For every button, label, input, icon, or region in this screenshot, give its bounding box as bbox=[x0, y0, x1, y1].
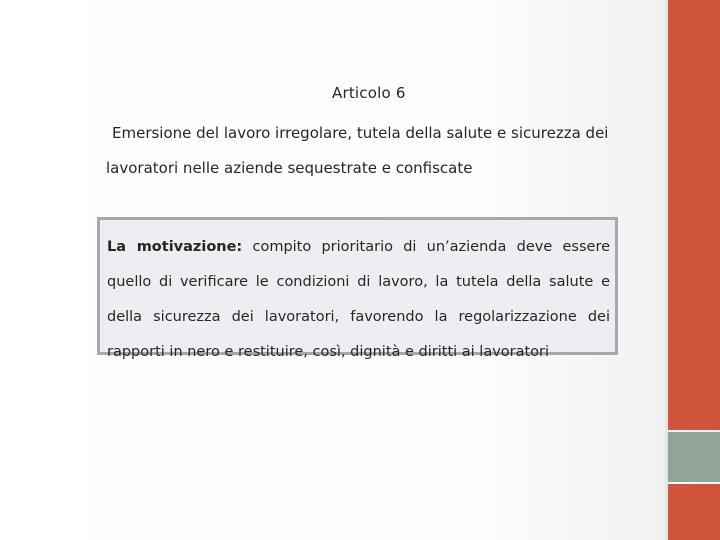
motivation-label: La motivazione: bbox=[107, 239, 243, 255]
subtitle-line: lavoratori nelle aziende sequestrate e confiscate bbox=[106, 159, 473, 177]
slide-title: Articolo 6 bbox=[332, 84, 406, 102]
motivation-box bbox=[97, 217, 618, 360]
motivation-text: compito prioritario di un’azienda deve essere bbox=[242, 239, 611, 255]
sidebar-accent-red-bottom bbox=[668, 484, 720, 540]
motivation-line bbox=[107, 230, 610, 265]
slide-subtitle bbox=[106, 116, 626, 186]
sidebar-accent-green bbox=[668, 432, 720, 482]
motivation-line: della sicurezza dei lavoratori, favorendo la regolarizzazione dei bbox=[107, 309, 610, 325]
subtitle-line: Emersione del lavoro irregolare, tutela della salute e sicurezza dei bbox=[112, 124, 609, 142]
motivation-line: rapporti in nero e restituire, così, dignità e diritti ai lavoratori bbox=[107, 344, 550, 360]
motivation-line: quello di verificare le condizioni di lavoro, la tutela della salute e bbox=[107, 274, 610, 290]
sidebar-accent-red-top bbox=[668, 0, 720, 430]
